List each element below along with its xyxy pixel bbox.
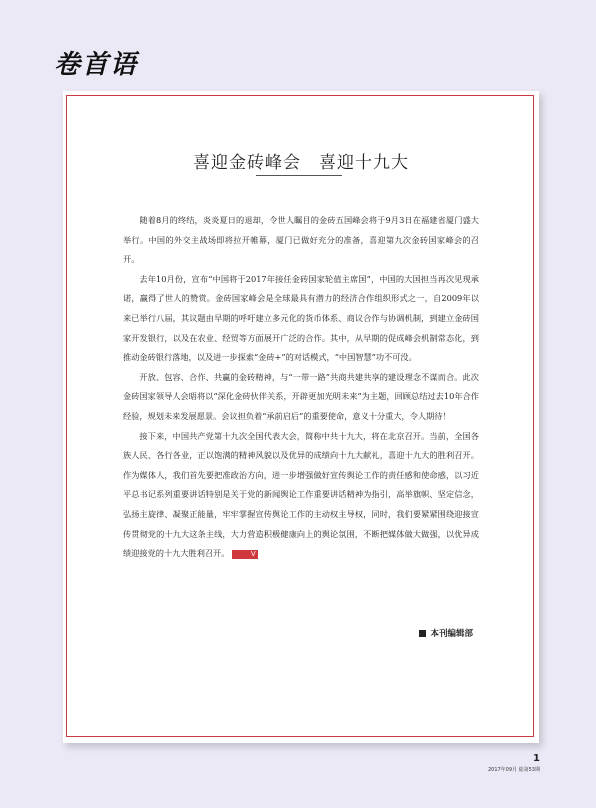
square-bullet-icon bbox=[419, 630, 426, 637]
end-mark-icon: V bbox=[232, 550, 257, 559]
article-body bbox=[123, 211, 479, 564]
title-underline bbox=[256, 175, 342, 176]
signature bbox=[419, 627, 473, 639]
article-sheet bbox=[63, 91, 539, 743]
paragraph-1: 随着8月的终结，炎炎夏日的退却，令世人瞩目的金砖五国峰会将于9月3日在福建省厦门盛大举行。中国的外交主战场即将拉开帷幕，厦门已做好充分的准备，喜迎第九次金砖国家峰会的召开。 bbox=[123, 215, 479, 265]
paragraph-3: 开放、包容、合作、共赢的金砖精神，与“一带一路”共商共建共享的建设理念不谋而合。此次金砖国家领导人会晤将以“深化金砖伙伴关系，开辟更加光明未来”为主题，回顾总结过去10年合作经验，规划未来发展愿景。会议担负着“承前启后”的重要使命，意义十分重大，令人期待！ bbox=[123, 371, 479, 421]
issue-info: 2017年09月 総第53期 bbox=[487, 767, 540, 773]
paragraph-2: 去年10月份，宣布“中国将于2017年接任金砖国家轮值主席国”，中国的大国担当再次见现承诺，赢得了世人的赞赏。金砖国家峰会是全球最具有潜力的经济合作组织形式之一，自2009年以来已举行八届，其议题由早期的呼吁建立多元化的货币体系、商议合作与协调机制，到建立金砖国家开发银行，以及在农业、经贸等方面展开广泛的合作。其中，从早期的促成峰会机制常态化，到推动金砖银行落地，以及进一步探索“金砖+”的对话模式，“中国智慧”功不可没。 bbox=[123, 273, 479, 363]
article-title: 喜迎金砖峰会 喜迎十九大 bbox=[193, 153, 409, 173]
paragraph-4-text: 接下来，中国共产党第十九次全国代表大会，简称中共十九大，将在北京召开。当前，全国各族人民、各行各业，正以饱满的精神风貌以及优异的成绩向十九大献礼，喜迎十九大的胜利召开。作为媒体人，我们首先要把准政治方向，进一步增强做好宣传舆论工作的责任感和使命感，以习近平总书记系列重要讲话特别是关于党的新闻舆论工作重要讲话精神为指引，高举旗帜、坚定信念，弘扬主旋律、凝聚正能量，牢牢掌握宣传舆论工作的主动权主导权，同时，我们要紧紧围绕迎接宣传贯彻党的十九大这条主线，大力营造积极健康向上的舆论氛围，不断把媒体做大做强，以优异成绩迎接党的十九大胜利召开。 bbox=[123, 430, 479, 559]
page-number: 1 bbox=[533, 753, 540, 764]
paragraph-4 bbox=[123, 427, 479, 564]
section-title: 卷首语 bbox=[54, 50, 139, 80]
signature-text: 本刊编辑部 bbox=[430, 629, 473, 639]
